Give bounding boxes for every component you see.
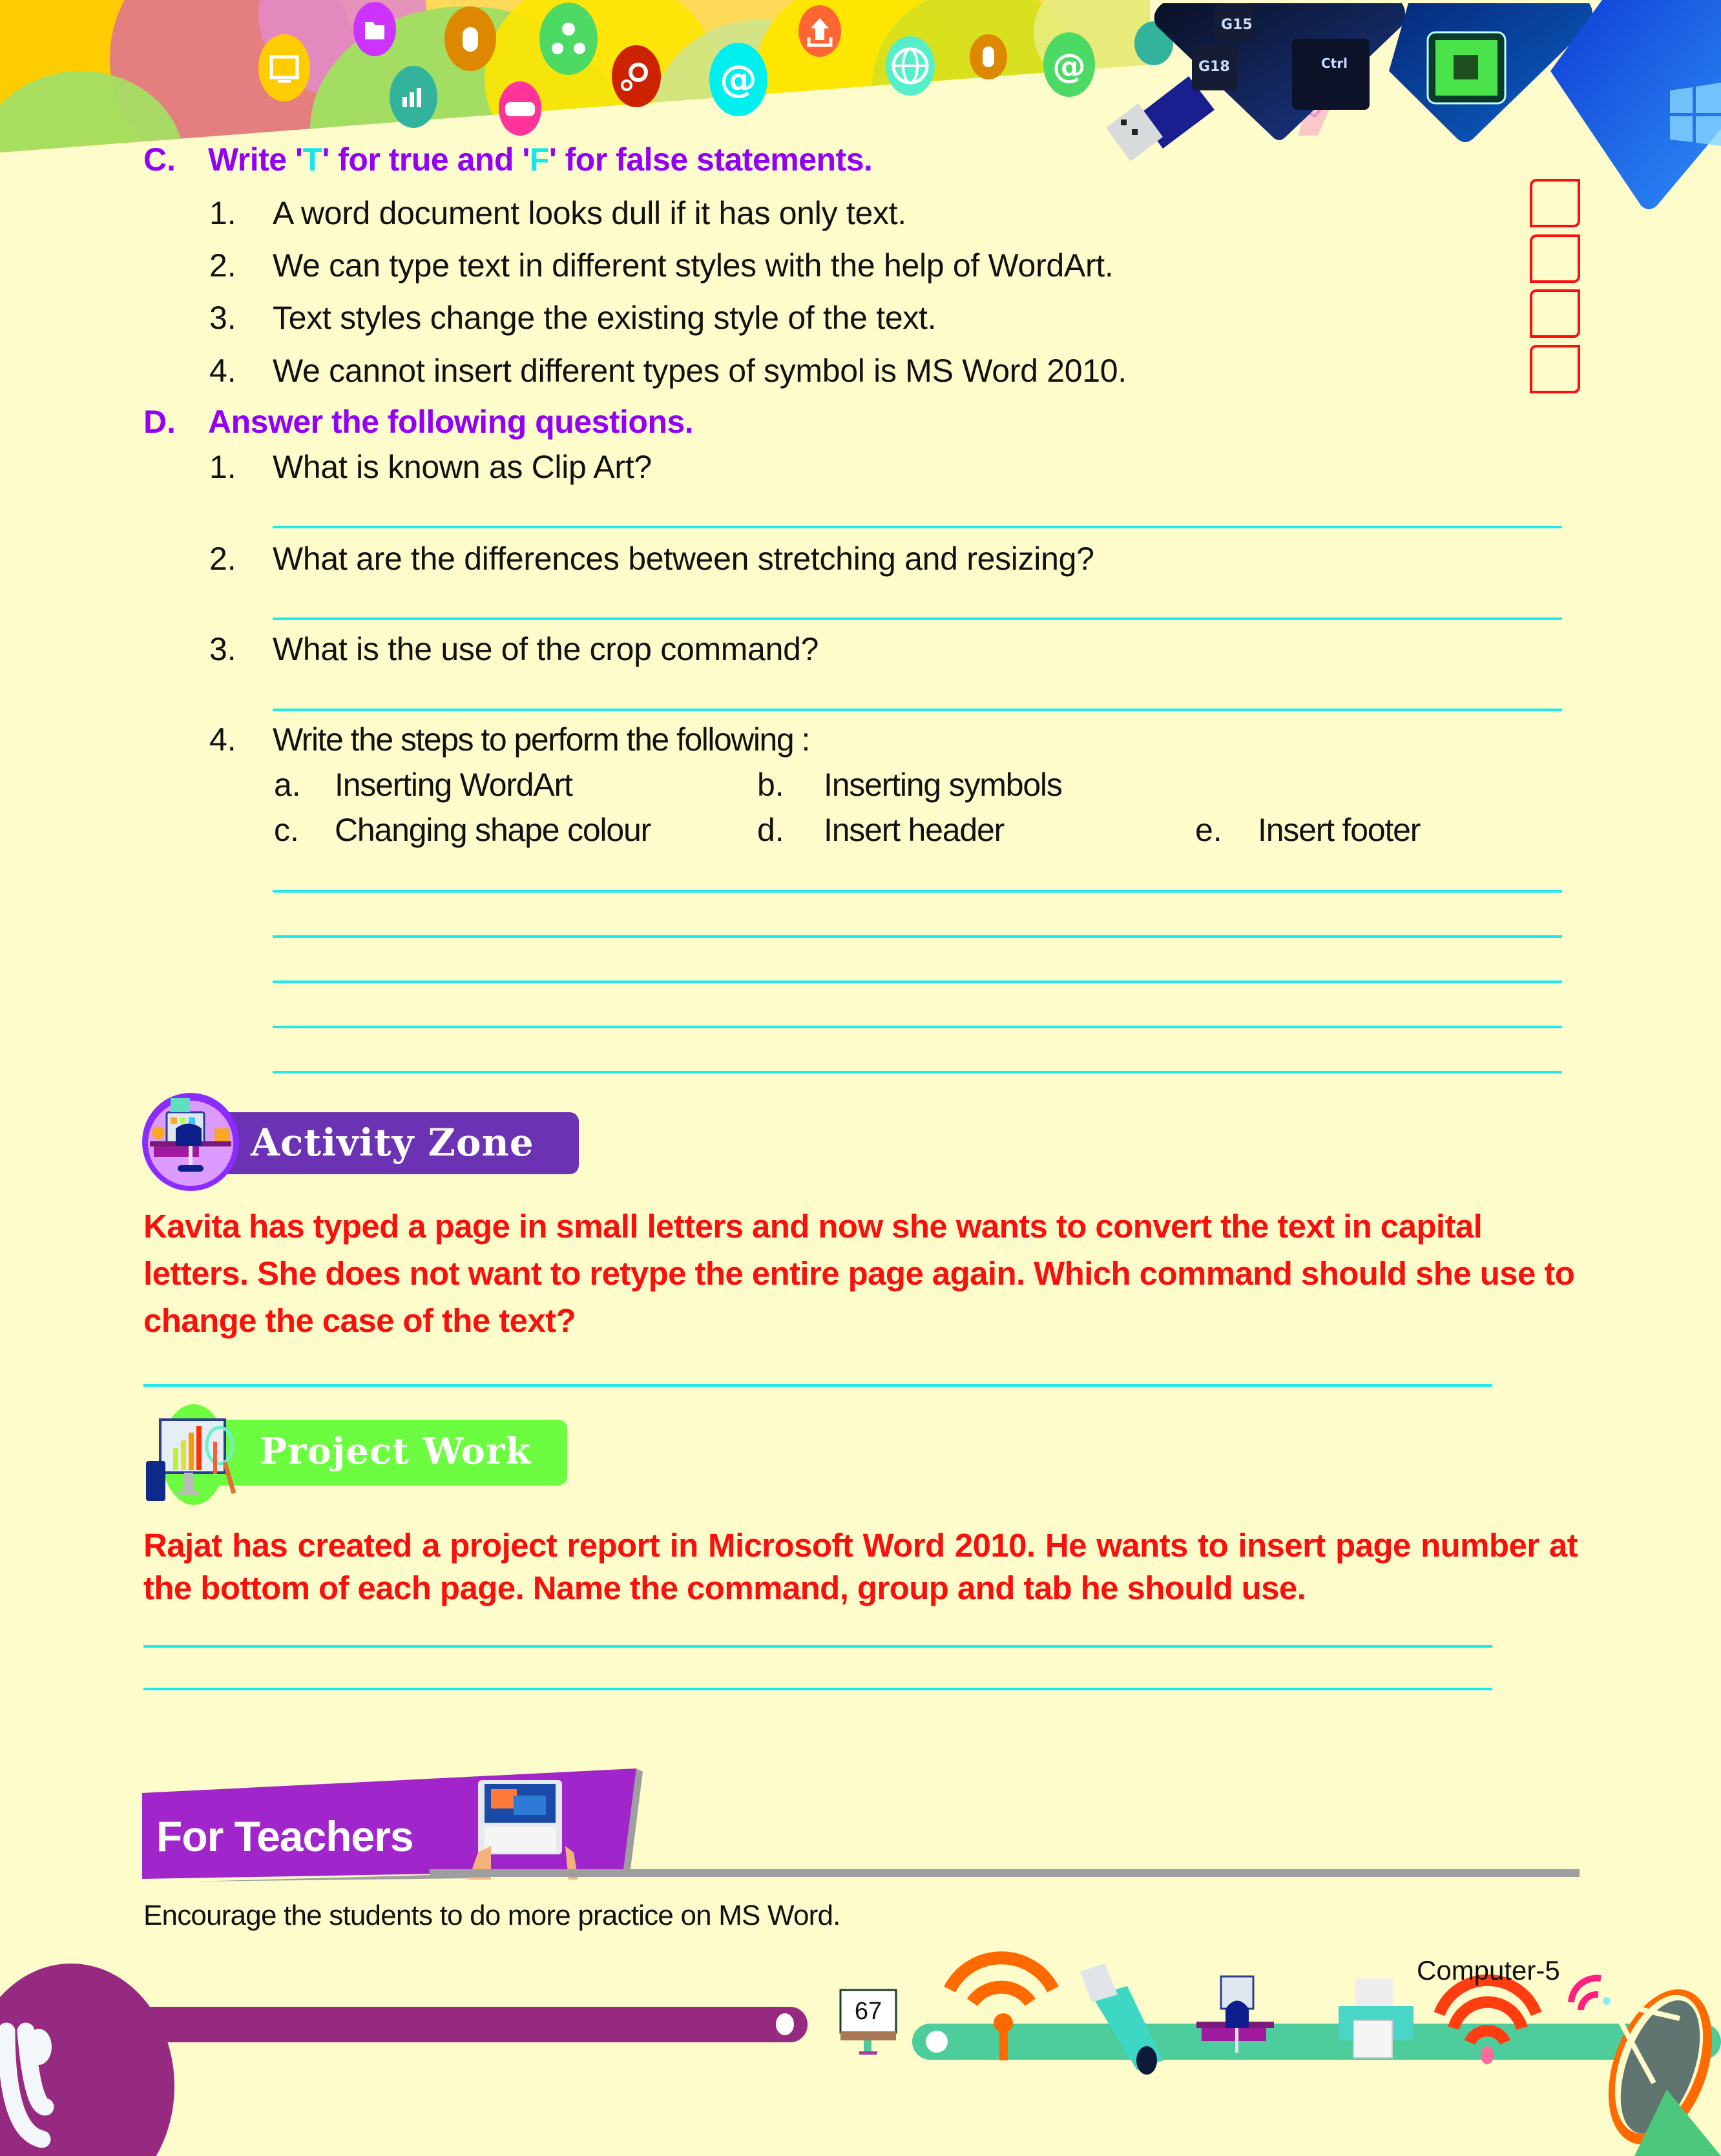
activity-question: Kavita has typed a page in small letters and now she wants to convert the text in capital letters. She does not want to retype the entire page again. Which command should she use to change the case of the text?: [143, 1208, 1575, 1339]
statement-number: 1.: [209, 195, 236, 231]
for-teachers-title: For Teachers: [156, 1812, 413, 1860]
question-number: 2.: [209, 541, 236, 577]
page-number: 67: [854, 1998, 882, 2025]
question-text: Write the steps to perform the following :: [273, 721, 809, 758]
tf-answer-box-4[interactable]: [1530, 345, 1580, 393]
answer-line[interactable]: [273, 1026, 1562, 1028]
tf-answer-box-1[interactable]: [1530, 179, 1580, 227]
answer-line[interactable]: [143, 1688, 1492, 1690]
svg-text:@: @: [720, 57, 757, 101]
statement-text: Text styles change the existing style of the text.: [273, 300, 937, 336]
title-text: ' for true and ': [322, 141, 530, 178]
section-d-title: Answer the following questions.: [208, 404, 694, 440]
answer-line[interactable]: [143, 1645, 1492, 1648]
project-question: Rajat has created a project report in Microsoft Word 2010. He wants to insert page number at the bottom of each page. Name the command, group and tab he should use.: [143, 1527, 1578, 1606]
sub-item-label: e.: [1195, 812, 1222, 848]
sub-item-label: b.: [757, 767, 784, 803]
question-text: What is the use of the crop command?: [273, 631, 819, 667]
statement-text: A word document looks dull if it has only text.: [273, 195, 906, 231]
false-letter: F: [529, 141, 549, 178]
sub-item-label: a.: [274, 767, 301, 803]
section-d-letter: D.: [143, 404, 176, 440]
answer-line[interactable]: [143, 1384, 1492, 1387]
sub-item-text: Inserting symbols: [824, 767, 1062, 803]
question-text: What is known as Clip Art?: [273, 449, 652, 485]
statement-text: We cannot insert different types of symbol is MS Word 2010.: [273, 353, 1127, 389]
svg-text:G15: G15: [1221, 17, 1253, 33]
teachers-note: Encourage the students to do more practice on MS Word.: [143, 1900, 840, 1931]
sub-item-text: Changing shape colour: [335, 812, 651, 848]
svg-text:@: @: [1052, 47, 1086, 86]
statement-number: 2.: [209, 247, 236, 284]
project-work-title: Project Work: [260, 1430, 532, 1473]
sub-item-text: Insert footer: [1258, 812, 1421, 848]
answer-line[interactable]: [273, 709, 1562, 711]
answer-line[interactable]: [273, 980, 1562, 983]
answer-line[interactable]: [273, 1071, 1562, 1073]
activity-desk-icon: [142, 1093, 239, 1191]
true-letter: T: [302, 141, 322, 178]
tf-answer-box-2[interactable]: [1530, 234, 1580, 283]
question-number: 4.: [209, 721, 236, 758]
question-number: 3.: [209, 631, 236, 667]
question-number: 1.: [209, 449, 236, 485]
statement-text: We can type text in different styles with the help of WordArt.: [273, 247, 1114, 284]
section-c-title: [208, 143, 872, 176]
statement-number: 3.: [209, 300, 236, 336]
question-text: What are the differences between stretching and resizing?: [273, 541, 1094, 577]
header-banner: [0, 0, 1721, 220]
sub-item-label: c.: [274, 812, 299, 848]
project-report-icon: [142, 1403, 265, 1506]
sub-item-text: Insert header: [824, 812, 1005, 848]
title-text: ' for false statements.: [548, 141, 873, 178]
statement-number: 4.: [209, 353, 236, 389]
divider-bar: [430, 1869, 1580, 1877]
sub-item-text: Inserting WordArt: [335, 767, 572, 803]
svg-text:G18: G18: [1198, 59, 1230, 75]
book-series-label: Computer-5: [1417, 1955, 1560, 1985]
answer-line[interactable]: [273, 935, 1562, 938]
answer-line[interactable]: [273, 526, 1562, 528]
title-text: Write ': [208, 141, 303, 178]
tf-answer-box-3[interactable]: [1530, 289, 1580, 338]
answer-line[interactable]: [273, 890, 1562, 893]
section-c-letter: C.: [143, 141, 176, 178]
answer-line[interactable]: [273, 617, 1562, 620]
svg-text:Ctrl: Ctrl: [1321, 56, 1348, 71]
activity-zone-title: Activity Zone: [251, 1121, 534, 1165]
sub-item-label: d.: [757, 812, 784, 848]
